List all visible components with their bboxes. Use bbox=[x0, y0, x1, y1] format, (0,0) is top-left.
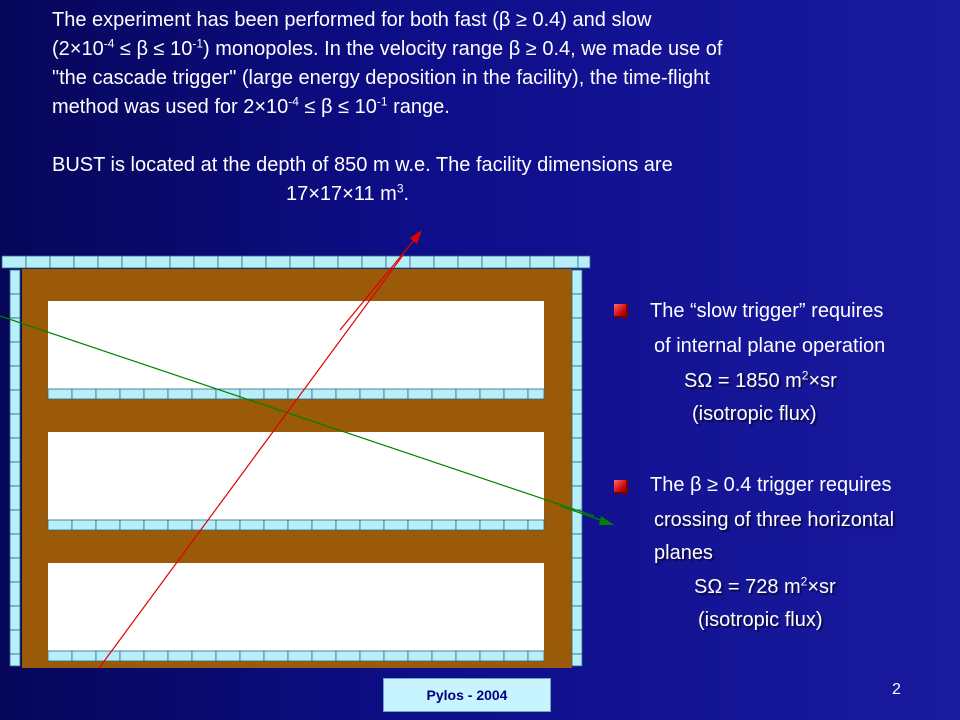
fast-trigger-line-5: (isotropic flux) bbox=[698, 609, 823, 631]
slow-trigger-line-4: (isotropic flux) bbox=[692, 403, 817, 425]
intro-line-6: 17×17×11 $m^3$. bbox=[286, 181, 410, 205]
slow-trigger-line-1: The “slow trigger” requires bbox=[650, 300, 884, 322]
fast-trigger-line-2: crossing of three horizontal bbox=[654, 509, 895, 531]
bullet-icon bbox=[614, 480, 628, 494]
intro-line-2: $(2\times 10^{-4} \le \beta \le 10^{-1})$ monopoles. In the velocity range β ≥ 0.4, we made use of bbox=[52, 36, 723, 60]
bullet-icon bbox=[614, 304, 628, 318]
green-arrow-tip bbox=[599, 516, 614, 525]
red-track-top bbox=[340, 233, 420, 330]
fast-trigger-line-1: The β ≥ 0.4 trigger requires bbox=[650, 474, 892, 496]
page-number: 2 bbox=[892, 681, 901, 698]
intro-line-3: "the cascade trigger" (large energy deposition in the facility), the time-flight bbox=[52, 67, 710, 89]
red-arrow-tip bbox=[410, 230, 422, 244]
fast-trigger-line-4: SΩ = 728 $m^2\times sr$ bbox=[694, 574, 836, 598]
intro-line-5: BUST is located at the depth of 850 m w.e. The facility dimensions are bbox=[52, 154, 673, 176]
slow-trigger-line-2: of internal plane operation bbox=[654, 335, 886, 357]
intro-line-1: The experiment has been performed for both fast (β ≥ 0.4) and slow bbox=[52, 9, 652, 31]
slow-trigger-line-3: SΩ = 1850 $m^2\times sr$ bbox=[684, 368, 837, 392]
fast-trigger-line-3: planes bbox=[654, 542, 713, 564]
intro-line-4: method was used for $2\times 10^{-4} \le \beta \le 10^{-1}$ range. bbox=[52, 94, 450, 118]
footer-label: Pylos - 2004 bbox=[383, 678, 551, 712]
